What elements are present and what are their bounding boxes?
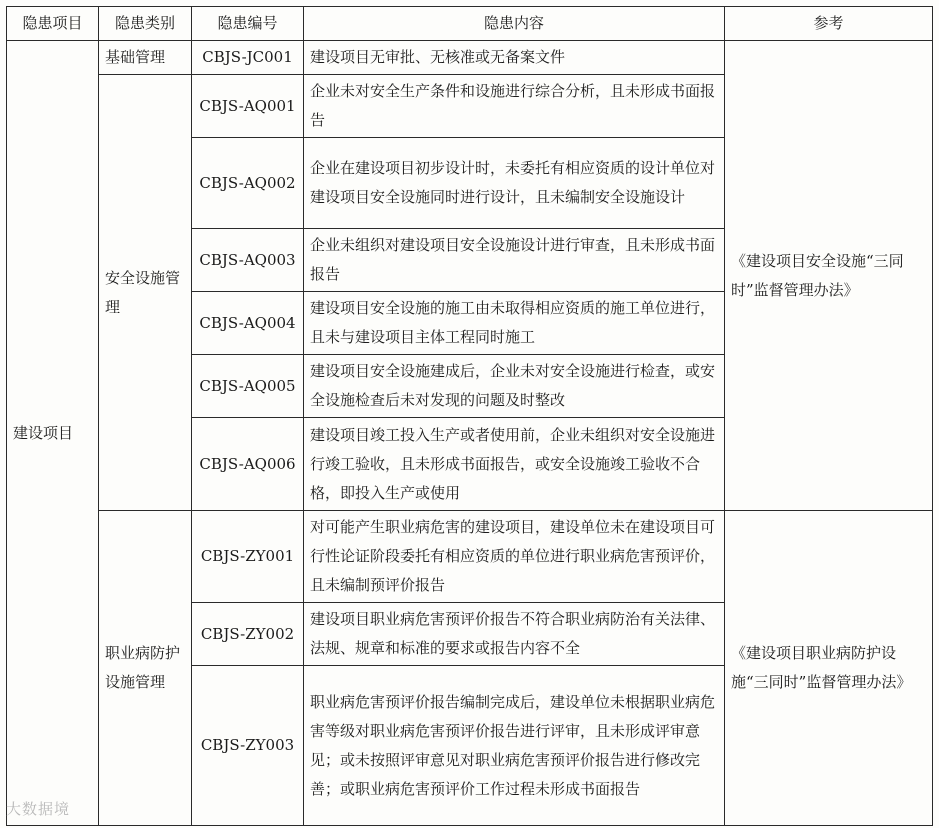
content-cell: 企业未对安全生产条件和设施进行综合分析，且未形成书面报告 bbox=[304, 75, 725, 138]
reference-safety: 《建设项目安全设施“三同时”监督管理办法》 bbox=[725, 41, 933, 511]
code-cell: CBJS-AQ005 bbox=[192, 355, 304, 418]
content-cell: 职业病危害预评价报告编制完成后，建设单位未根据职业病危害等级对职业病危害预评价报告进行评审，且未形成评审意见；或未按照评审意见对职业病危害预评价报告进行修改完善；或职业病危害预评价工作过程未形成书面报告 bbox=[304, 666, 725, 826]
code-cell: CBJS-ZY003 bbox=[192, 666, 304, 826]
category-safety: 安全设施管理 bbox=[99, 75, 192, 511]
table-row bbox=[7, 511, 933, 603]
header-code: 隐患编号 bbox=[192, 7, 304, 41]
code-cell: CBJS-AQ001 bbox=[192, 75, 304, 138]
code-cell: CBJS-AQ003 bbox=[192, 229, 304, 292]
content-cell: 建设项目无审批、无核准或无备案文件 bbox=[304, 41, 725, 75]
hazard-table bbox=[6, 6, 933, 826]
content-cell: 建设项目竣工投入生产或者使用前，企业未组织对安全设施进行竣工验收，且未形成书面报告，或安全设施竣工验收不合格，即投入生产或使用 bbox=[304, 418, 725, 511]
category-basic: 基础管理 bbox=[99, 41, 192, 75]
content-cell: 建设项目安全设施的施工由未取得相应资质的施工单位进行，且未与建设项目主体工程同时施工 bbox=[304, 292, 725, 355]
code-cell: CBJS-AQ002 bbox=[192, 138, 304, 229]
header-reference: 参考 bbox=[725, 7, 933, 41]
header-category: 隐患类别 bbox=[99, 7, 192, 41]
header-row bbox=[7, 7, 933, 41]
code-cell: CBJS-ZY001 bbox=[192, 511, 304, 603]
content-cell: 企业未组织对建设项目安全设施设计进行审查，且未形成书面报告 bbox=[304, 229, 725, 292]
item-cell: 建设项目 bbox=[7, 41, 99, 826]
header-content: 隐患内容 bbox=[304, 7, 725, 41]
code-cell: CBJS-ZY002 bbox=[192, 603, 304, 666]
watermark: 大数据境 bbox=[6, 800, 71, 818]
content-cell: 对可能产生职业病危害的建设项目，建设单位未在建设项目可行性论证阶段委托有相应资质的单位进行职业病危害预评价，且未编制预评价报告 bbox=[304, 511, 725, 603]
category-occupational: 职业病防护设施管理 bbox=[99, 511, 192, 826]
content-cell: 建设项目安全设施建成后，企业未对安全设施进行检查，或安全设施检查后未对发现的问题及时整改 bbox=[304, 355, 725, 418]
header-item: 隐患项目 bbox=[7, 7, 99, 41]
code-cell: CBJS-AQ004 bbox=[192, 292, 304, 355]
content-cell: 企业在建设项目初步设计时，未委托有相应资质的设计单位对建设项目安全设施同时进行设计，且未编制安全设施设计 bbox=[304, 138, 725, 229]
reference-occupational: 《建设项目职业病防护设施“三同时”监督管理办法》 bbox=[725, 511, 933, 826]
content-cell: 建设项目职业病危害预评价报告不符合职业病防治有关法律、法规、规章和标准的要求或报告内容不全 bbox=[304, 603, 725, 666]
table-row bbox=[7, 41, 933, 75]
code-cell: CBJS-AQ006 bbox=[192, 418, 304, 511]
code-cell: CBJS-JC001 bbox=[192, 41, 304, 75]
